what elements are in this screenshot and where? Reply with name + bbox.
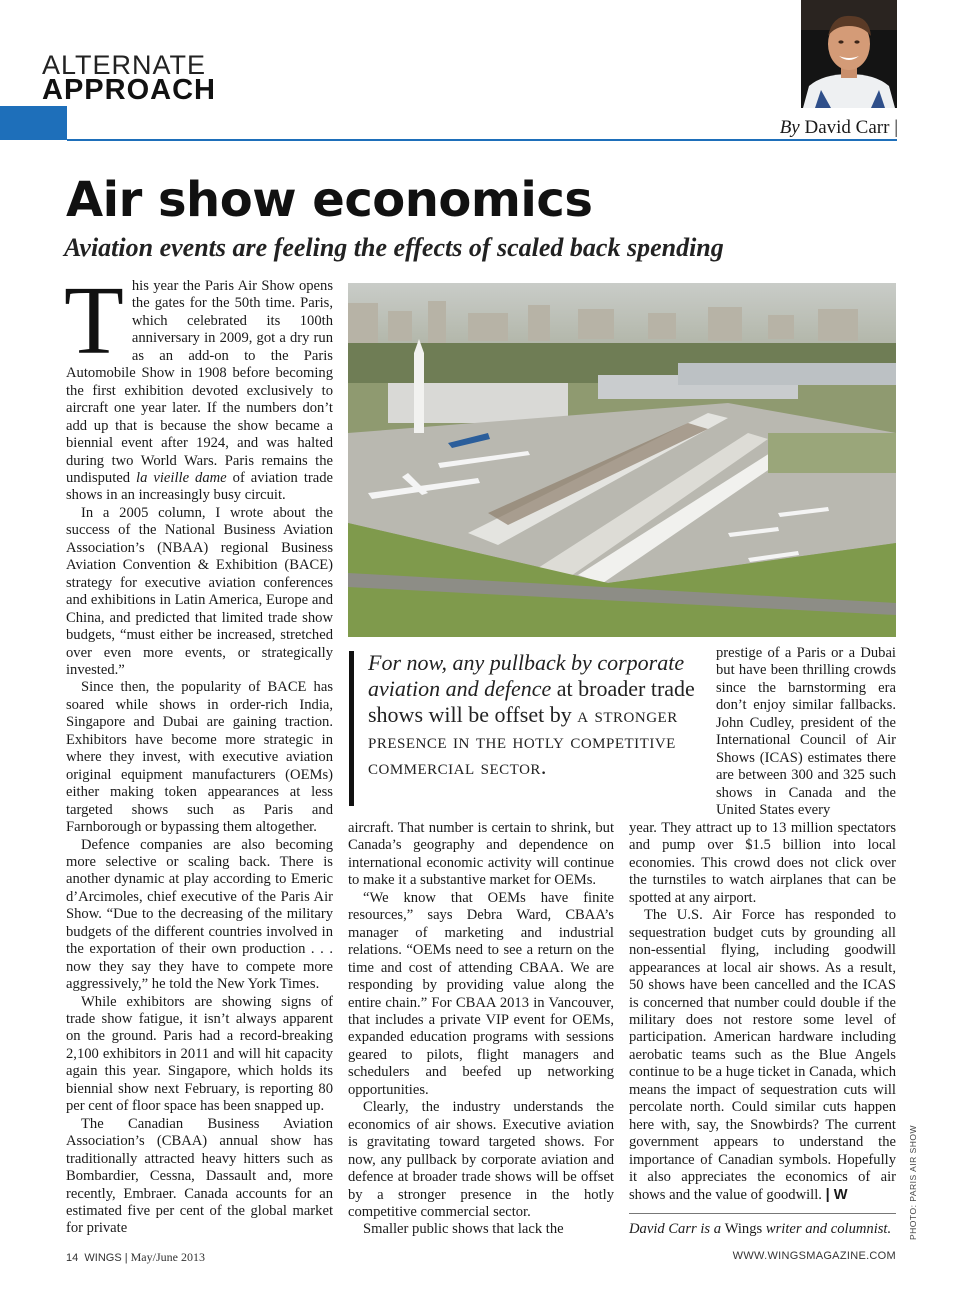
author-bio: David Carr is a Wings writer and columnist. — [629, 1221, 892, 1237]
pullquote-bar — [349, 651, 354, 806]
byline — [780, 117, 898, 139]
article-paragraph: prestige of a Paris or a Dubai but have been thrilling crowds since the barnstorming era don’t enjoy similar fallbacks. John Cudley, president of the International Council of Air Shows (ICAS) estimates there are between 300 and 325 such shows in Canada and the United States every — [716, 645, 896, 819]
section-label-top: ALTERNATE — [42, 50, 207, 80]
article-paragraph: While exhibitors are showing signs of trade show fatigue, it isn’t always apparent on the ground. Paris had a record-breaking 2,100 exhibitors in 2011 and will hit capacity again this year. Singapore, which holds its biennial show next February, is reporting 80 per cent of floor space has been snapped up. — [66, 993, 333, 1115]
pull-quote: For now, any pullback by corporate aviation and defence at broader trade shows will be offset by a stronger presence in the hotly competitive commercial sector. — [368, 650, 695, 779]
air-show-aerial-photo — [348, 283, 896, 637]
headline: Air show economics — [66, 172, 593, 228]
byline-prefix: By — [779, 117, 800, 138]
article-paragraph: Clearly, the industry understands the economics of air shows. Executive aviation is gravitating toward targeted shows. For now, any pullback by corporate aviation and defence at broader trade shows will be offset by a stronger presence in the hotly competitive commercial sector. — [348, 1099, 614, 1220]
footer-folio: 14 WINGS | May/June 2013 — [66, 1250, 205, 1264]
article-paragraph: Smaller public shows that lack the — [363, 1221, 564, 1238]
article-paragraph: “We know that OEMs have finite resources,” says Debra Ward, CBAA’s manager of marketing and industrial relations. “OEMs need to see a return on the time and cost of attending CBAA. We are responding by providing value along the entire chain.” For CBAA 2013 in Vancouver, that includes a private VIP event for OEMs, expanded education programs with sessions geared to pilots, flight managers and schedulers and beefed up networking opportunities. — [348, 889, 614, 1098]
article-paragraph: aircraft. That number is certain to shrink, but Canada’s geography and dependence on international economic activity will continue to make it a substantive market for OEMs. — [348, 820, 614, 889]
header-rule — [67, 139, 897, 141]
page-number: 14 — [66, 1252, 79, 1264]
article-paragraph: year. They attract up to 13 million spectators and pump over $1.5 billion into local economies. This crowd does not click over the turnstiles to watch airplanes that can be spotted at any airport. — [629, 820, 896, 906]
bio-rule — [629, 1213, 896, 1214]
article-paragraph: The Canadian Business Aviation Association’s (CBAA) annual show has traditionally attracted heavy hitters such as Bombardier, Cessna, Dassault and, more recently, Embraer. Canada accounts for an estimated five per cent of the global market for private — [66, 1115, 333, 1237]
article-column-2 — [348, 820, 614, 1239]
article-paragraph: Defence companies are also becoming more selective or scaling back. There is another dynamic at play according to Emeric d’Arcimoles, chief executive of the Paris Air Show. “Due to the decreasing of the military budgets of the different countries involved in the exportation of their own production . . . now they say they have to compete more aggressively,” he told the New York Times. — [66, 836, 333, 993]
article-column-3 — [629, 820, 896, 1204]
article-paragraph: The U.S. Air Force has responded to sequestration budget cuts by grounding all non-essential flying, including goodwill appearances at local air shows. As a result, 50 shows have been cancelled and the ICAS is concerned that number could double if the military does not restore some level of participation. American hardware including aerobatic teams such as the Blue Angels continue to be a huge ticket in Canada, which means the impact of sequestration cuts will percolate north. Could similar cuts happen here with, say, the Snowbirds? The current government appears to understand the importance of Canadian symbols. Hopefully it also appreciates the economics of air shows and the value of goodwill. | W — [629, 907, 896, 1203]
deck-subtitle: Aviation events are feeling the effects of scaled back spending — [64, 233, 724, 262]
article-paragraph: Since then, the popularity of BACE has soared while shows in order-rich India, Singapore and Dubai are gaining traction. Exhibitors have become more strategic in where they invest, with executive aviation original equipment manufacturers (OEMs) either making token appearances at less targeted shows such as Paris and Farnborough or bypassing them altogether. — [66, 679, 333, 836]
section-label-bottom: APPROACH — [42, 74, 216, 106]
article-column-3-top — [716, 645, 896, 820]
article-paragraph: In a 2005 column, I wrote about the success of the National Business Aviation Association’s (NBAA) regional Business Aviation Convention & Exhibition (BACE) strategy for executive aviation conferences and exhibitions in Latin America, Europe and China, and predicted that limited trade show budgets, “must either be increased, stretched over even more events, or strategically invested.” — [66, 504, 333, 678]
end-mark: | W — [825, 1186, 848, 1203]
article-paragraph: This year the Paris Air Show opens the gates for the 50th time. Paris, which celebrated its 100th anniversary in 2009, got a dry run as an add-on to the Paris Automobile Show in 1908 before becoming the first exhibition devoted exclusively to aircraft one year later. If the numbers don’t add up that is because the show became a biennial event after 1924, and was halted during two World Wars. Paris remains the undisputed la vieille dame of aviation trade shows in an increasingly busy circuit. — [64, 267, 333, 504]
drop-cap: T — [64, 267, 124, 375]
byline-author: David Carr | — [804, 117, 898, 138]
article-column-1 — [64, 267, 333, 1238]
issue-date: May/June 2013 — [130, 1250, 205, 1264]
magazine-name: WINGS — [84, 1252, 122, 1264]
footer-url[interactable]: WWW.WINGSMAGAZINE.COM — [732, 1250, 896, 1262]
photo-credit: PHOTO: PARIS AIR SHOW — [908, 1124, 918, 1240]
section-color-block — [0, 106, 67, 140]
author-portrait — [801, 0, 897, 108]
